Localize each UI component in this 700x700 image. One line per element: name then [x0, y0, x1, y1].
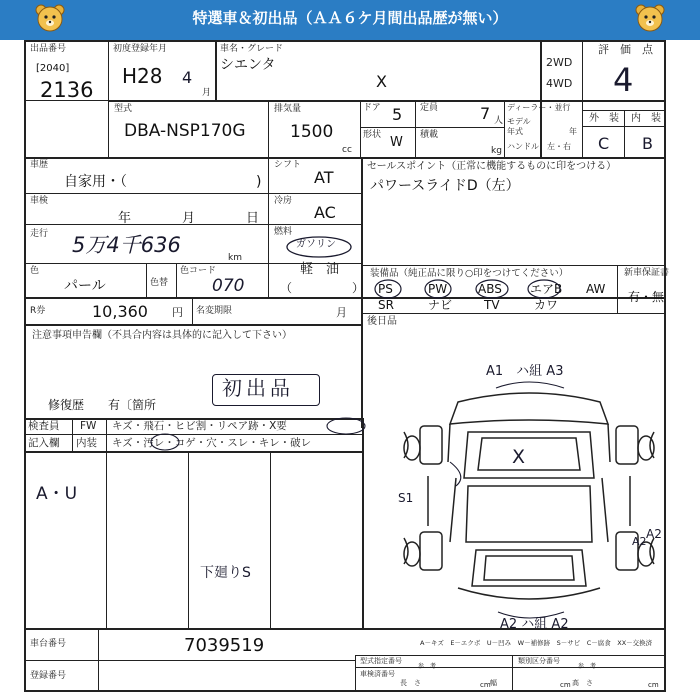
- equip-aw: AW: [586, 282, 606, 296]
- diagram-mark-center: X: [512, 446, 526, 468]
- sales-point-value: パワースライドD（左）: [370, 178, 520, 194]
- car-damage-diagram: [398, 366, 660, 628]
- dealer-label: ディーラー・並行: [507, 103, 571, 112]
- equipment-circles: [372, 278, 572, 300]
- diagram-mark-right-2: A2: [632, 535, 647, 548]
- handwritten-note-underbody: 下廻りS: [200, 565, 251, 581]
- banner-title: 特選車＆初出品（ＡＡ６ケ月間出品歴が無い）: [192, 9, 508, 27]
- doors-label: ドア: [363, 103, 381, 113]
- diagram-mark-rear: A2 ハ組 A2: [500, 617, 569, 632]
- after-install-label: 後日品: [367, 316, 397, 327]
- capacity-label: 定員: [420, 103, 439, 113]
- warranty-value: 有・無: [628, 290, 665, 304]
- length-unit: cm: [480, 681, 491, 689]
- inspector-entry-label: 記入欄: [28, 437, 60, 449]
- fuel-gasoline: ガソリン: [296, 239, 336, 250]
- sales-point-label: セールスポイント（正常に機能するものに印をつける）: [367, 161, 617, 172]
- fw-check-items: キズ・飛石・ヒビ割・リペア跡・Ⅹ要: [112, 420, 287, 432]
- bear-mascot-icon: [634, 3, 666, 37]
- category-number-label: 類別区分番号: [518, 657, 560, 665]
- interior-grade: B: [642, 134, 653, 153]
- name-change-month: 月: [336, 306, 347, 319]
- interior-check-items: キズ・汚レ・コゲ・穴・スレ・キレ・破レ: [112, 437, 312, 449]
- drive-4wd: 4WD: [546, 77, 573, 90]
- length-label: 長 さ: [400, 679, 421, 687]
- diagram-mark-left: S1: [398, 491, 414, 505]
- interior-mark-circle: [140, 432, 190, 452]
- notes-label: 注意事項申告欄（不具合内容は具体的に記入して下さい）: [32, 330, 292, 341]
- score-value: 4: [613, 61, 634, 99]
- aircon-value: AC: [314, 203, 336, 222]
- equip-navi: ナビ: [428, 298, 453, 312]
- month-unit: 月: [202, 88, 212, 98]
- shape-value: W: [390, 135, 403, 150]
- registration-month: 4: [182, 68, 193, 87]
- shift-label: シフト: [274, 160, 302, 170]
- drive-2wd: 2WD: [546, 56, 573, 69]
- color-change-label: 色替: [150, 278, 169, 288]
- reference-label-2: 参 考: [578, 663, 597, 670]
- load-label: 積載: [420, 130, 439, 140]
- fuel-selection-circle: [284, 234, 354, 260]
- fuel-other: （ ）: [280, 281, 365, 295]
- model-value: DBA-NSP170G: [124, 121, 246, 141]
- usage-value: 自家用・（: [64, 174, 127, 190]
- equip-tv: TV: [484, 298, 500, 312]
- lot-number: 2136: [40, 78, 94, 102]
- height-label: 高 さ: [572, 679, 593, 687]
- inspection-label: 車検: [30, 196, 49, 206]
- first-registration-label: 初度登録年月: [113, 44, 168, 54]
- year-unit: 年: [569, 127, 577, 136]
- recycle-value: 10,360: [92, 302, 148, 321]
- fuel-label: 燃料: [274, 227, 293, 237]
- load-unit: kg: [491, 146, 502, 156]
- inspection-month: 月: [182, 211, 196, 226]
- damage-legend: A－キズ E－エクボ U－凹み W－補修跡 S－サビ C－腐食 XX－交換済: [420, 639, 653, 647]
- color-code-label: 色コード: [180, 266, 217, 276]
- inspection-number-label: 車検済番号: [360, 670, 395, 678]
- usage-label: 車歴: [30, 160, 49, 170]
- model-year-label: モデル: [507, 117, 531, 126]
- fw-mark-circle: [324, 416, 368, 436]
- model-label: 型式: [114, 104, 133, 114]
- registration-number-label: 登録番号: [30, 671, 67, 681]
- bear-mascot-icon: [34, 3, 66, 37]
- equip-airbag: エアB: [530, 282, 563, 296]
- mileage-value: 5万4千636: [72, 233, 181, 257]
- width-unit: cm: [560, 681, 571, 689]
- exterior-grade: C: [598, 134, 610, 153]
- type-designation-label: 型式指定番号: [360, 657, 402, 665]
- fw-label: FW: [80, 420, 97, 432]
- shape-label: 形状: [363, 130, 382, 140]
- inspection-day: 日: [246, 211, 260, 226]
- usage-close: ): [256, 174, 262, 190]
- interior-label: 内 装: [631, 113, 661, 124]
- equip-pw: PW: [428, 282, 448, 296]
- width-label: 幅: [490, 679, 497, 687]
- steering-label: ハンドル 左・右: [507, 142, 571, 151]
- height-unit: cm: [648, 681, 659, 689]
- inspector-label: 検査員: [28, 420, 60, 432]
- km-unit: km: [228, 253, 242, 263]
- equip-ps: PS: [378, 282, 393, 296]
- diagram-mark-front: A1 ハ組 A3: [486, 364, 564, 379]
- equip-leather: カワ: [534, 298, 559, 312]
- capacity-unit: 人: [494, 116, 504, 126]
- name-change-label: 名変期限: [196, 306, 233, 316]
- repair-history: 修復歴 有〔箇所: [48, 398, 157, 412]
- exterior-label: 外 装: [589, 113, 619, 124]
- warranty-label: 新車保証書: [624, 268, 670, 278]
- equip-abs: ABS: [478, 282, 502, 296]
- registration-year: H28: [122, 64, 163, 88]
- chassis-label: 車台番号: [30, 639, 67, 649]
- color-value: パール: [64, 278, 106, 294]
- recycle-label: R券: [30, 306, 46, 316]
- reference-label-1: 参 考: [418, 663, 437, 670]
- inspection-year: 年: [118, 211, 132, 226]
- cc-unit: cc: [342, 145, 352, 155]
- car-name-label: 車名・グレード: [220, 44, 284, 54]
- aircon-label: 冷房: [274, 196, 293, 206]
- color-code-value: 070: [212, 276, 245, 296]
- interior-check-label: 内装: [76, 437, 97, 449]
- displacement-label: 排気量: [274, 104, 302, 114]
- equip-sr: SR: [378, 298, 394, 312]
- diagram-mark-right-1: A2: [646, 527, 662, 541]
- shift-value: AT: [314, 168, 334, 187]
- fuel-light-oil: 軽 油: [300, 262, 340, 277]
- equipment-label: 装備品（純正品に限り○印をつけてください）: [370, 268, 569, 279]
- lot-sub-number: [2040]: [36, 63, 70, 74]
- first-listing-stamp-text: 初出品: [222, 376, 294, 400]
- year-label: 年式: [507, 127, 523, 136]
- capacity-value: 7: [480, 104, 491, 123]
- car-name: シエンタ: [220, 57, 276, 73]
- handwritten-note-au: A・U: [36, 484, 78, 504]
- lot-number-label: 出品番号: [30, 44, 67, 54]
- chassis-number: 7039519: [184, 635, 265, 656]
- color-label: 色: [30, 266, 40, 276]
- score-label: 評 価 点: [598, 43, 653, 56]
- yen-unit: 円: [172, 306, 183, 319]
- car-grade: X: [376, 72, 387, 91]
- displacement-value: 1500: [290, 122, 334, 142]
- mileage-label: 走行: [30, 229, 49, 239]
- doors-value: 5: [392, 105, 403, 124]
